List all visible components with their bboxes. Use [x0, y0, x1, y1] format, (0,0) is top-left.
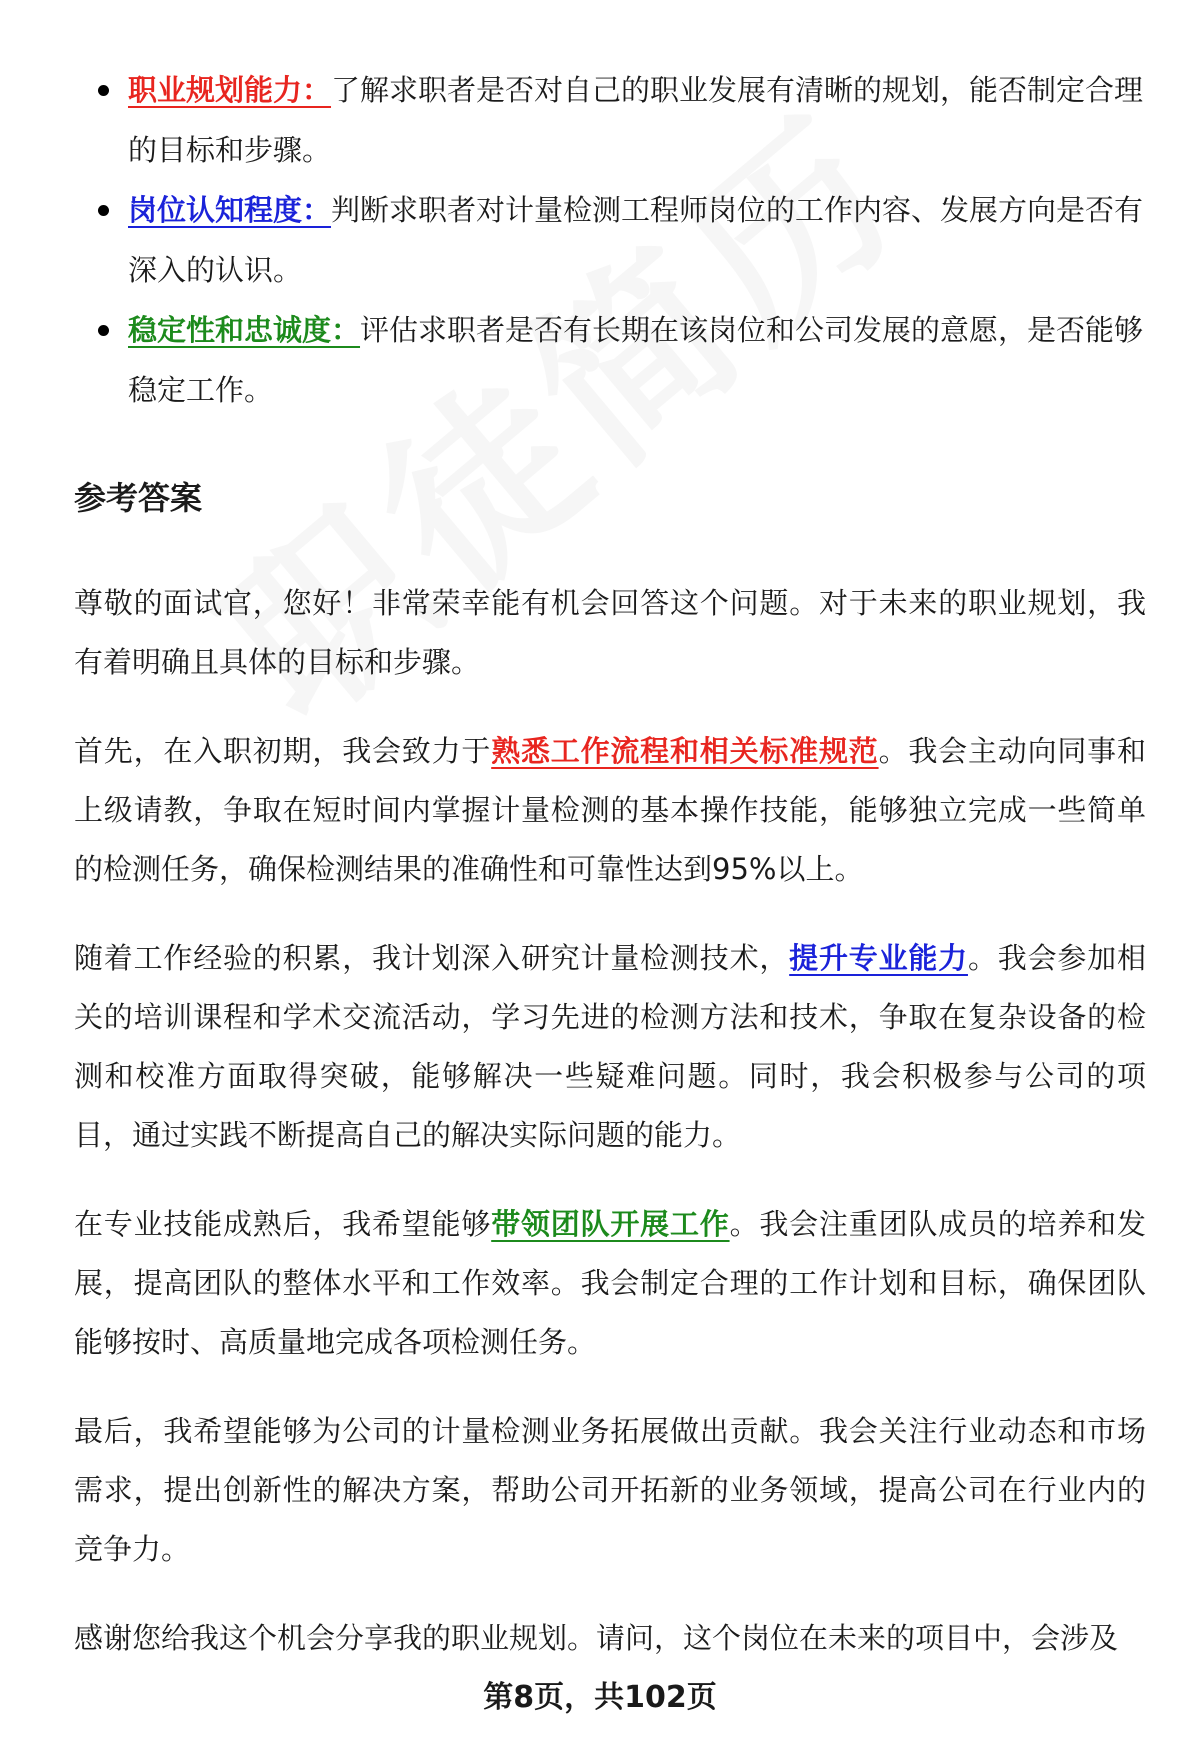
paragraph [74, 929, 1146, 1165]
paragraph [74, 1402, 1146, 1579]
criteria-list [74, 60, 1146, 420]
highlight-green: 带领团队开展工作 [491, 1207, 730, 1241]
paragraph-text: 。我会注重团队成员的培养和发展，提高团队的整体水平和工作效率。我会制定合理的工作计划和目标，确保团队能够按时、高质量地完成各项检测任务。 [74, 1207, 1146, 1359]
list-item [74, 60, 1146, 180]
bullet-icon [98, 325, 109, 336]
paragraph-text: 在专业技能成熟后，我希望能够 [74, 1207, 492, 1241]
criteria-term: 稳定性和忠诚度： [128, 313, 361, 347]
paragraph [74, 574, 1146, 692]
criteria-term: 岗位认知程度： [128, 193, 332, 227]
paragraph-text: 。我会主动向同事和上级请教，争取在短时间内掌握计量检测的基本操作技能，能够独立完成一些简单的检测任务，确保检测结果的准确性和可靠性达到95%以上。 [74, 734, 1146, 886]
section-title: 参考答案 [74, 479, 203, 517]
paragraph [74, 1609, 1146, 1668]
paragraph-text: 最后，我希望能够为公司的计量检测业务拓展做出贡献。我会关注行业动态和市场需求，提出创新性的解决方案，帮助公司开拓新的业务领域，提高公司在行业内的竞争力。 [74, 1414, 1146, 1566]
page-number: 第8页，共102页 [483, 1680, 717, 1715]
paragraph-text: 感谢您给我这个机会分享我的职业规划。请问，这个岗位在未来的项目中，会涉及 [74, 1621, 1119, 1655]
criteria-text: 判断求职者对计量检测工程师岗位的工作内容、发展方向是否有深入的认识。 [128, 193, 1144, 287]
bullet-icon [98, 205, 109, 216]
paragraph [74, 1195, 1146, 1372]
paragraph-text: 尊敬的面试官，您好！非常荣幸能有机会回答这个问题。对于未来的职业规划，我有着明确且具体的目标和步骤。 [74, 586, 1146, 679]
highlight-blue: 提升专业能力 [789, 941, 968, 975]
paragraph [74, 722, 1146, 899]
document-body [74, 60, 1146, 1668]
list-item [74, 180, 1146, 300]
paragraph-text: 首先，在入职初期，我会致力于 [74, 734, 492, 768]
bullet-icon [98, 85, 109, 96]
paragraph-text: 。我会参加相关的培训课程和学术交流活动，学习先进的检测方法和技术，争取在复杂设备的检测和校准方面取得突破，能够解决一些疑难问题。同时，我会积极参与公司的项目，通过实践不断提高自己的解决实际问题的能力。 [74, 941, 1146, 1152]
list-item [74, 300, 1146, 420]
highlight-red: 熟悉工作流程和相关标准规范 [491, 734, 879, 768]
criteria-text: 了解求职者是否对自己的职业发展有清晰的规划，能否制定合理的目标和步骤。 [128, 73, 1144, 167]
paragraph-text: 随着工作经验的积累，我计划深入研究计量检测技术， [74, 941, 790, 975]
criteria-term: 职业规划能力： [128, 73, 332, 107]
criteria-text: 评估求职者是否有长期在该岗位和公司发展的意愿，是否能够稳定工作。 [128, 313, 1144, 407]
